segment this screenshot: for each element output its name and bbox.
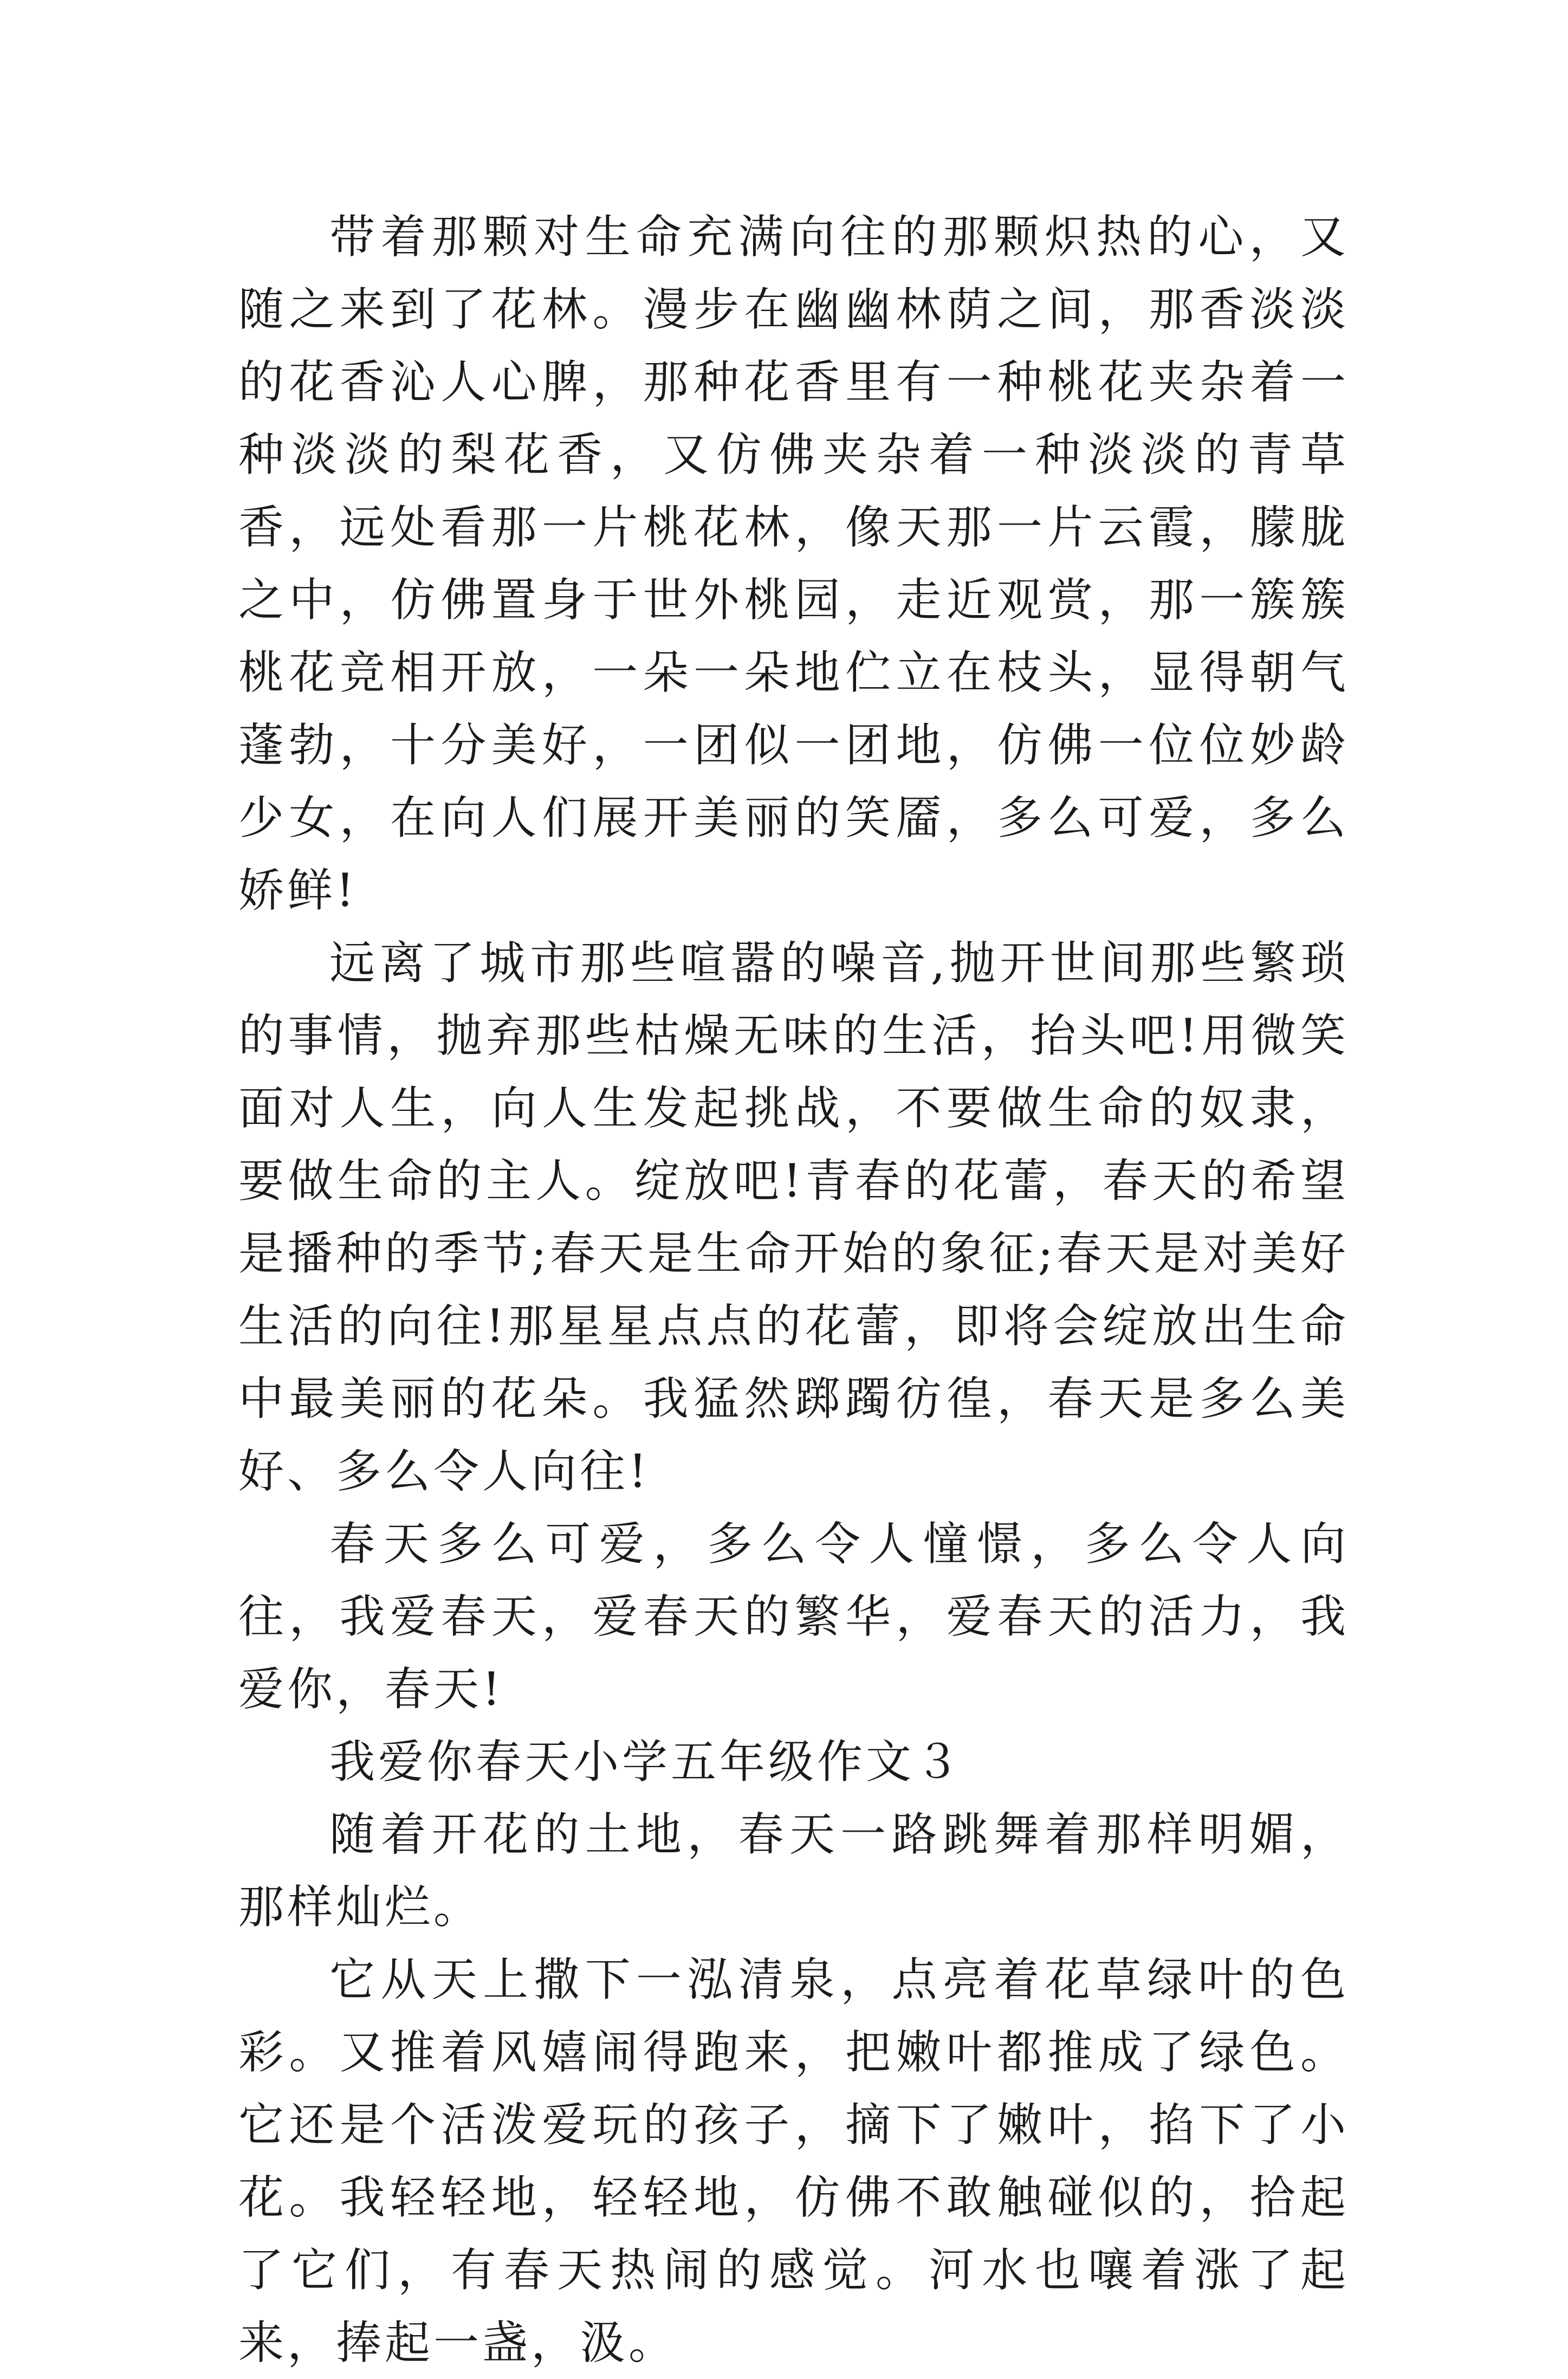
paragraph-blooming-land: 随着开花的土地，春天一路跳舞着那样明媚，那样灿烂。	[238, 1808, 1349, 1934]
essay-title: 我爱你春天小学五年级作文３	[329, 1735, 964, 1788]
paragraph-leave-the-city: 远离了城市那些喧嚣的噪音,抛开世间那些繁琐的事情，抛弃那些枯燥无味的生活，抬头吧!用微笑面对人生，向人生发起挑战，不要做生命的奴隶，要做生命的主人。绽放吧!青春的花蕾，春天的希望是播种的季节;春天是生命开始的象征;春天是对美好生活的向往!那星星点点的花蕾，即将会绽放出生命中最美丽的花朵。我猛然踯躅彷徨，春天是多么美好、多么令人向往!	[238, 936, 1349, 1498]
document-body	[238, 201, 1349, 2379]
paragraph-clear-spring: 它从天上撒下一泓清泉，点亮着花草绿叶的色彩。又推着风嬉闹得跑来，把嫩叶都推成了绿色。它还是个活泼爱玩的孩子，摘下了嫩叶，掐下了小花。我轻轻地，轻轻地，仿佛不敢触碰似的，拾起了它们，有春天热闹的感觉。河水也嚷着涨了起来，捧起一盏，汲。	[238, 1953, 1349, 2369]
paragraph-peach-blossom-forest: 带着那颗对生命充满向往的那颗炽热的心，又随之来到了花林。漫步在幽幽林荫之间，那香淡淡的花香沁人心脾，那种花香里有一种桃花夹杂着一种淡淡的梨花香，又仿佛夹杂着一种淡淡的青草香，远处看那一片桃花林，像天那一片云霞，朦胧之中，仿佛置身于世外桃园，走近观赏，那一簇簇桃花竞相开放，一朵一朵地伫立在枝头，显得朝气蓬勃，十分美好，一团似一团地，仿佛一位位妙龄少女，在向人们展开美丽的笑靥，多么可爱，多么娇鲜!	[238, 210, 1349, 917]
paragraph-love-spring: 春天多么可爱，多么令人憧憬，多么令人向往，我爱春天，爱春天的繁华，爱春天的活力，我爱你，春天!	[238, 1517, 1349, 1716]
